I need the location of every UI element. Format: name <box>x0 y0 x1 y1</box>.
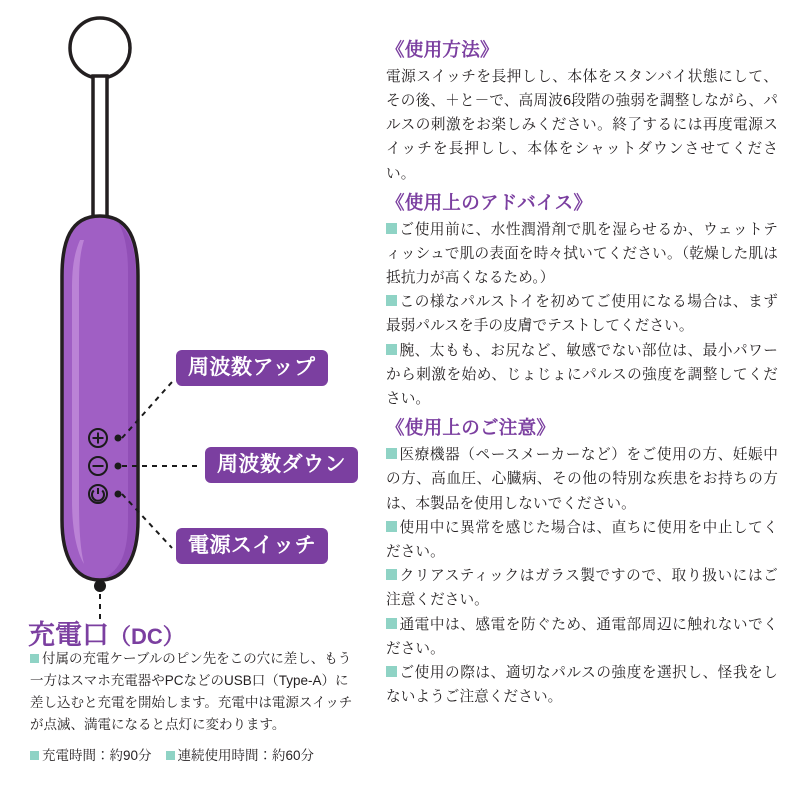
charge-port-description <box>30 648 360 735</box>
charge-port-dot <box>94 580 106 592</box>
section-title-usage: 《使用方法》 <box>386 39 499 60</box>
callout-frequency-up: 周波数アップ <box>176 350 328 386</box>
caution-bullet-1-text: 医療機器（ペースメーカーなど）をご使用の方、妊娠中の方、高血圧、心臓病、その他の特別な疾患をお持ちの方は、本製品を使用しないでください。 <box>386 447 778 512</box>
spec-usage-time: 連続使用時間：約60分 <box>177 748 315 763</box>
section-title-cautions: 《使用上のご注意》 <box>386 417 556 439</box>
leader-dot-up <box>115 435 122 442</box>
bullet-square-icon <box>386 618 397 629</box>
caution-bullet-3-text: クリアスティックはガラス製ですので、取り扱いにはご注意ください。 <box>386 568 778 609</box>
spec-charge-time: 充電時間：約90分 <box>42 748 152 763</box>
callout-power-switch: 電源スイッチ <box>176 528 328 564</box>
caution-bullet-4-text: 通電中は、感電を防ぐため、通電部周辺に触れないでください。 <box>386 616 778 657</box>
section-usage <box>386 36 778 186</box>
bullet-square-icon <box>386 521 397 532</box>
bullet-square-icon <box>386 569 397 580</box>
device-glass-tip <box>70 18 130 78</box>
charge-port-title-text: 充電口 <box>28 620 109 650</box>
advice-bullet-2-text: この様なパルストイを初めてご使用になる場合は、まず最弱パルスを手の皮膚でテストしてください。 <box>386 294 778 335</box>
device-illustration <box>0 0 370 800</box>
charge-port-title-suffix: （DC） <box>109 624 185 649</box>
caution-bullet-2 <box>386 516 778 564</box>
leader-dot-power <box>115 491 122 498</box>
section-cautions <box>386 414 778 709</box>
section-title-advice: 《使用上のアドバイス》 <box>386 191 593 213</box>
caution-bullet-5-text: ご使用の際は、適切なパルスの強度を選択し、怪我をしないようご注意ください。 <box>386 665 778 706</box>
leader-dot-down <box>115 463 122 470</box>
bullet-square-icon <box>30 654 39 663</box>
caution-bullet-4 <box>386 613 778 661</box>
callout-frequency-down: 周波数ダウン <box>205 447 358 483</box>
instructions-column <box>386 36 778 713</box>
section-advice <box>386 189 778 412</box>
bullet-square-icon <box>166 751 175 760</box>
bullet-square-icon <box>30 751 39 760</box>
advice-bullet-3 <box>386 339 778 412</box>
bullet-square-icon <box>386 666 397 677</box>
device-glass-shaft <box>93 76 107 218</box>
caution-bullet-3 <box>386 564 778 612</box>
usage-paragraph: 電源スイッチを長押しし、本体をスタンバイ状態にして、その後、＋と－で、高周波6段階の強弱を調整しながら、パルスの刺激をお楽しみください。終了するには再度電源スイッチを長押しし、本体をシャットダウンさせてください。 <box>386 68 778 182</box>
charge-port-description-text: 付属の充電ケーブルのピン先をこの穴に差し、もう一方はスマホ充電器やPCなどのUSB口（Type-A）に差し込むと充電を開始します。充電中は電源スイッチが点滅、満電になると点灯に変わります。 <box>30 651 353 732</box>
bullet-square-icon <box>386 223 397 234</box>
caution-bullet-1 <box>386 443 778 516</box>
bullet-square-icon <box>386 344 397 355</box>
caution-bullet-2-text: 使用中に異常を感じた場合は、直ちに使用を中止してください。 <box>386 519 778 560</box>
caution-bullet-5 <box>386 661 778 709</box>
bullet-square-icon <box>386 295 397 306</box>
advice-bullet-1 <box>386 218 778 291</box>
advice-bullet-2 <box>386 290 778 338</box>
bullet-square-icon <box>386 448 397 459</box>
charge-port-title <box>28 613 185 652</box>
charge-port-specs <box>30 746 370 766</box>
advice-bullet-1-text: ご使用前に、水性潤滑剤で肌を湿らせるか、ウェットティッシュで肌の表面を時々拭いてください。（乾燥した肌は抵抗力が高くなるため。） <box>386 221 778 287</box>
advice-bullet-3-text: 腕、太もも、お尻など、敏感でない部位は、最小パワーから刺激を始め、じょじょにパルスの強度を調整してください。 <box>386 342 778 408</box>
